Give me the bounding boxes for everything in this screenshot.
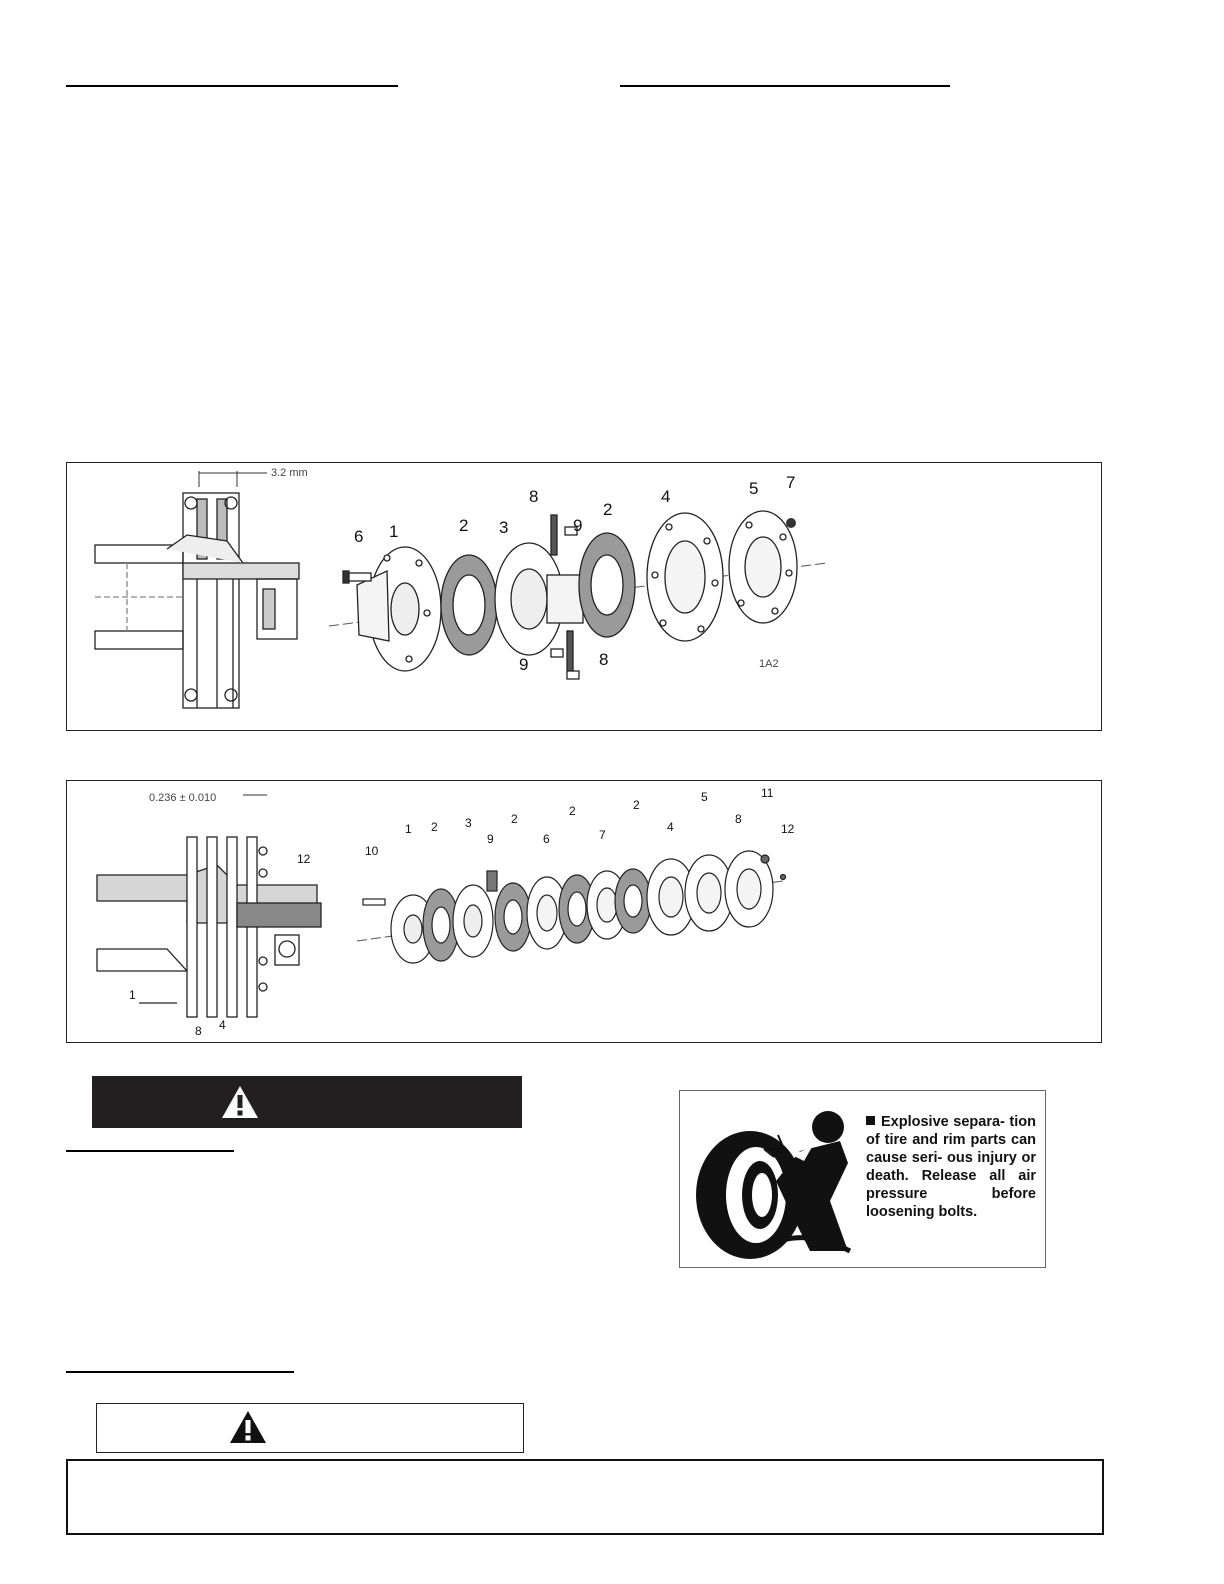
part-4-pressure-plate <box>647 513 723 641</box>
sectional-view <box>95 493 299 708</box>
tire-warning-decal <box>679 1090 1046 1268</box>
section-callout-4: 4 <box>219 1018 226 1032</box>
callout-3: 3 <box>465 816 472 830</box>
part-5-spring-plate <box>729 511 797 623</box>
callout-1: 1 <box>405 822 412 836</box>
callout-8a: 8 <box>529 487 539 506</box>
callout-2d: 2 <box>633 798 640 812</box>
callout-9b: 9 <box>519 655 529 674</box>
callout-10: 10 <box>365 844 379 858</box>
tire-explosion-pictogram <box>680 1091 866 1267</box>
section-callout-12: 12 <box>297 852 311 866</box>
callout-4: 4 <box>661 487 671 506</box>
slip-clutch-2-drawing <box>67 781 1101 1042</box>
heading-rule-left <box>66 85 398 87</box>
callout-6: 6 <box>354 527 364 546</box>
warning-triangle-icon <box>221 1085 259 1119</box>
callout-7: 7 <box>599 828 606 842</box>
section-heading-rule-2 <box>66 1371 294 1373</box>
decal-warning-text: Explosive separa- tion of tire and rim parts can cause seri- ous injury or death. Release all air pressure before loosening bolts. <box>866 1114 1036 1220</box>
section-callout-8: 8 <box>195 1024 202 1038</box>
dimension-marker <box>199 471 267 487</box>
callout-1: 1 <box>389 522 399 541</box>
part-12-washer <box>781 875 786 880</box>
callout-11: 11 <box>761 786 774 800</box>
bullet-icon <box>866 1116 875 1125</box>
dimension-label-2: 0.236 ± 0.010 <box>149 792 217 804</box>
callout-7: 7 <box>786 473 796 492</box>
dimension-label: 3.2 mm <box>271 467 308 479</box>
part-10-bolt <box>363 899 385 905</box>
section-heading-rule <box>66 1150 234 1152</box>
callout-2a: 2 <box>459 516 469 535</box>
callout-8: 8 <box>735 812 742 826</box>
part-9-bolt <box>487 871 497 891</box>
figure-code: 1A2 <box>759 658 779 670</box>
exploded-parts-2 <box>363 851 786 963</box>
callout-12: 12 <box>781 822 795 836</box>
warning-banner <box>92 1076 522 1128</box>
part-7-nut <box>786 518 796 528</box>
part-2-friction-disc-a <box>441 555 497 655</box>
callout-2b: 2 <box>603 500 613 519</box>
callout-9: 9 <box>487 832 494 846</box>
callout-5: 5 <box>701 790 708 804</box>
part-2-friction-disc-b <box>579 533 635 637</box>
callout-2a: 2 <box>431 820 438 834</box>
callout-9a: 9 <box>573 516 583 535</box>
part-11-nut <box>761 855 769 863</box>
callout-5: 5 <box>749 479 759 498</box>
heading-rule-right <box>620 85 950 87</box>
callout-4: 4 <box>667 820 674 834</box>
part-1-yoke-flange <box>357 547 441 671</box>
callout-3: 3 <box>499 518 509 537</box>
warning-banner-outline <box>96 1403 524 1453</box>
warning-triangle-icon <box>229 1410 267 1444</box>
callout-2b: 2 <box>511 812 518 826</box>
safety-notice-box <box>66 1459 1104 1535</box>
callout-6: 6 <box>543 832 550 846</box>
figure-slip-clutch-2 <box>66 780 1102 1043</box>
figure-slip-clutch-1 <box>66 462 1102 731</box>
callout-2c: 2 <box>569 804 576 818</box>
callout-8b: 8 <box>599 650 609 669</box>
part-6-bolt <box>343 571 371 583</box>
section-callout-1: 1 <box>129 988 136 1002</box>
slip-clutch-1-drawing <box>67 463 1101 730</box>
